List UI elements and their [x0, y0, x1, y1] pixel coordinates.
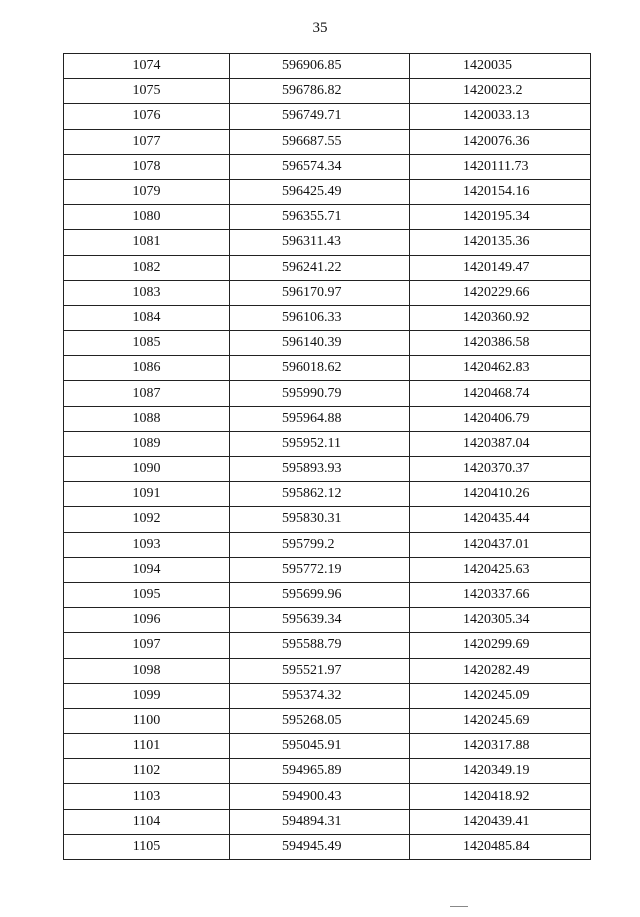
point-number-cell: 1086	[64, 356, 230, 381]
x-coordinate-cell: 595045.91	[230, 734, 410, 759]
x-coordinate-cell: 595521.97	[230, 658, 410, 683]
table-row	[64, 608, 591, 633]
point-number-cell: 1104	[64, 809, 230, 834]
y-coordinate-cell: 1420435.44	[410, 507, 591, 532]
point-number-cell: 1097	[64, 633, 230, 658]
table-row	[64, 658, 591, 683]
y-coordinate-cell: 1420299.69	[410, 633, 591, 658]
y-coordinate-cell: 1420245.69	[410, 708, 591, 733]
table-row	[64, 205, 591, 230]
x-coordinate-cell: 594965.89	[230, 759, 410, 784]
y-coordinate-cell: 1420245.09	[410, 683, 591, 708]
x-coordinate-cell: 594945.49	[230, 834, 410, 859]
point-number-cell: 1081	[64, 230, 230, 255]
x-coordinate-cell: 596906.85	[230, 54, 410, 79]
table-row	[64, 734, 591, 759]
table-row	[64, 280, 591, 305]
table-row	[64, 154, 591, 179]
x-coordinate-cell: 595268.05	[230, 708, 410, 733]
y-coordinate-cell: 1420349.19	[410, 759, 591, 784]
y-coordinate-cell: 1420035	[410, 54, 591, 79]
point-number-cell: 1090	[64, 457, 230, 482]
table-row	[64, 633, 591, 658]
coordinates-table	[63, 53, 591, 860]
point-number-cell: 1074	[64, 54, 230, 79]
x-coordinate-cell: 594900.43	[230, 784, 410, 809]
y-coordinate-cell: 1420462.83	[410, 356, 591, 381]
table-row	[64, 457, 591, 482]
point-number-cell: 1101	[64, 734, 230, 759]
x-coordinate-cell: 596170.97	[230, 280, 410, 305]
point-number-cell: 1078	[64, 154, 230, 179]
table-row	[64, 582, 591, 607]
x-coordinate-cell: 596687.55	[230, 129, 410, 154]
table-row	[64, 104, 591, 129]
table-row	[64, 406, 591, 431]
x-coordinate-cell: 596106.33	[230, 305, 410, 330]
x-coordinate-cell: 596749.71	[230, 104, 410, 129]
x-coordinate-cell: 595952.11	[230, 431, 410, 456]
point-number-cell: 1076	[64, 104, 230, 129]
point-number-cell: 1105	[64, 834, 230, 859]
table-row	[64, 356, 591, 381]
x-coordinate-cell: 594894.31	[230, 809, 410, 834]
table-row	[64, 482, 591, 507]
point-number-cell: 1088	[64, 406, 230, 431]
table-row	[64, 532, 591, 557]
point-number-cell: 1100	[64, 708, 230, 733]
table-row	[64, 834, 591, 859]
table-row	[64, 331, 591, 356]
y-coordinate-cell: 1420437.01	[410, 532, 591, 557]
point-number-cell: 1094	[64, 557, 230, 582]
point-number-cell: 1079	[64, 179, 230, 204]
table-row	[64, 179, 591, 204]
point-number-cell: 1085	[64, 331, 230, 356]
point-number-cell: 1099	[64, 683, 230, 708]
point-number-cell: 1080	[64, 205, 230, 230]
table-row	[64, 255, 591, 280]
x-coordinate-cell: 595588.79	[230, 633, 410, 658]
point-number-cell: 1098	[64, 658, 230, 683]
point-number-cell: 1095	[64, 582, 230, 607]
table-row	[64, 79, 591, 104]
y-coordinate-cell: 1420154.16	[410, 179, 591, 204]
table-row	[64, 129, 591, 154]
x-coordinate-cell: 595374.32	[230, 683, 410, 708]
y-coordinate-cell: 1420135.36	[410, 230, 591, 255]
point-number-cell: 1092	[64, 507, 230, 532]
y-coordinate-cell: 1420337.66	[410, 582, 591, 607]
y-coordinate-cell: 1420149.47	[410, 255, 591, 280]
point-number-cell: 1083	[64, 280, 230, 305]
x-coordinate-cell: 595699.96	[230, 582, 410, 607]
table-row	[64, 507, 591, 532]
page-number: 35	[312, 20, 328, 36]
y-coordinate-cell: 1420305.34	[410, 608, 591, 633]
x-coordinate-cell: 595799.2	[230, 532, 410, 557]
point-number-cell: 1096	[64, 608, 230, 633]
table-row	[64, 557, 591, 582]
point-number-cell: 1103	[64, 784, 230, 809]
x-coordinate-cell: 595964.88	[230, 406, 410, 431]
y-coordinate-cell: 1420425.63	[410, 557, 591, 582]
x-coordinate-cell: 596018.62	[230, 356, 410, 381]
point-number-cell: 1084	[64, 305, 230, 330]
x-coordinate-cell: 595772.19	[230, 557, 410, 582]
x-coordinate-cell: 596241.22	[230, 255, 410, 280]
point-number-cell: 1102	[64, 759, 230, 784]
x-coordinate-cell: 595990.79	[230, 381, 410, 406]
table-row	[64, 759, 591, 784]
y-coordinate-cell: 1420282.49	[410, 658, 591, 683]
table-row	[64, 683, 591, 708]
x-coordinate-cell: 596140.39	[230, 331, 410, 356]
point-number-cell: 1093	[64, 532, 230, 557]
y-coordinate-cell: 1420360.92	[410, 305, 591, 330]
y-coordinate-cell: 1420076.36	[410, 129, 591, 154]
scan-artifact-mark	[450, 906, 468, 907]
table-row	[64, 305, 591, 330]
y-coordinate-cell: 1420195.34	[410, 205, 591, 230]
table-row	[64, 708, 591, 733]
table-row	[64, 230, 591, 255]
table-row	[64, 54, 591, 79]
x-coordinate-cell: 596425.49	[230, 179, 410, 204]
y-coordinate-cell: 1420111.73	[410, 154, 591, 179]
point-number-cell: 1075	[64, 79, 230, 104]
point-number-cell: 1082	[64, 255, 230, 280]
coordinates-table-body	[64, 54, 591, 860]
point-number-cell: 1091	[64, 482, 230, 507]
y-coordinate-cell: 1420406.79	[410, 406, 591, 431]
table-row	[64, 784, 591, 809]
y-coordinate-cell: 1420468.74	[410, 381, 591, 406]
y-coordinate-cell: 1420410.26	[410, 482, 591, 507]
y-coordinate-cell: 1420229.66	[410, 280, 591, 305]
y-coordinate-cell: 1420418.92	[410, 784, 591, 809]
y-coordinate-cell: 1420386.58	[410, 331, 591, 356]
x-coordinate-cell: 596311.43	[230, 230, 410, 255]
x-coordinate-cell: 596574.34	[230, 154, 410, 179]
y-coordinate-cell: 1420370.37	[410, 457, 591, 482]
x-coordinate-cell: 595639.34	[230, 608, 410, 633]
x-coordinate-cell: 595862.12	[230, 482, 410, 507]
y-coordinate-cell: 1420317.88	[410, 734, 591, 759]
y-coordinate-cell: 1420485.84	[410, 834, 591, 859]
y-coordinate-cell: 1420439.41	[410, 809, 591, 834]
point-number-cell: 1077	[64, 129, 230, 154]
point-number-cell: 1089	[64, 431, 230, 456]
y-coordinate-cell: 1420023.2	[410, 79, 591, 104]
x-coordinate-cell: 595830.31	[230, 507, 410, 532]
point-number-cell: 1087	[64, 381, 230, 406]
x-coordinate-cell: 596355.71	[230, 205, 410, 230]
x-coordinate-cell: 596786.82	[230, 79, 410, 104]
x-coordinate-cell: 595893.93	[230, 457, 410, 482]
table-row	[64, 431, 591, 456]
table-row	[64, 809, 591, 834]
y-coordinate-cell: 1420033.13	[410, 104, 591, 129]
table-row	[64, 381, 591, 406]
y-coordinate-cell: 1420387.04	[410, 431, 591, 456]
